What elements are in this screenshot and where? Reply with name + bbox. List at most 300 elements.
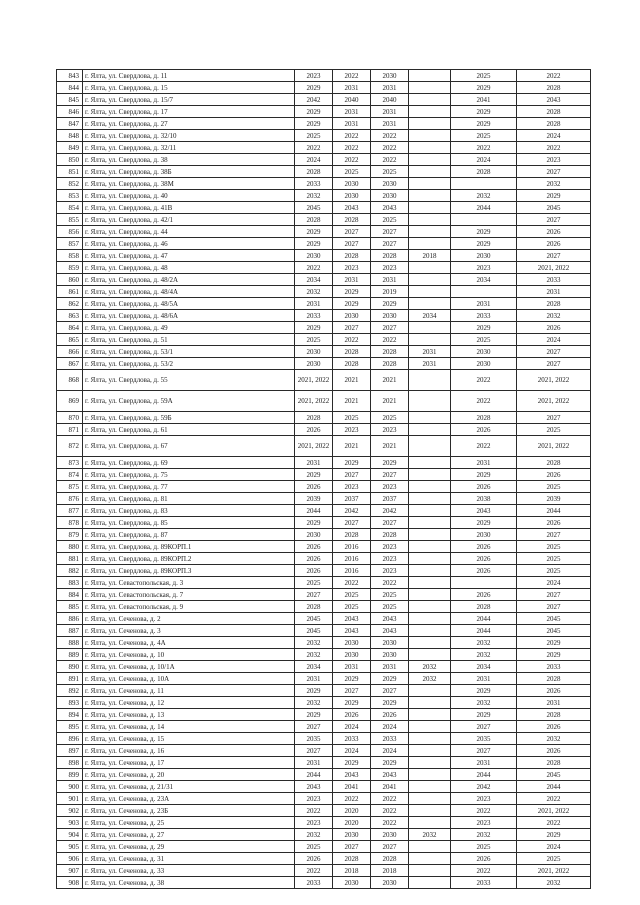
year-cell-3: 2028 (371, 346, 409, 358)
table-row (57, 226, 591, 238)
year-cell-5: 2025 (451, 130, 517, 142)
year-cell-5: 2032 (451, 637, 517, 649)
row-number: 871 (57, 424, 83, 436)
year-cell-5: 2044 (451, 769, 517, 781)
table-row (57, 637, 591, 649)
year-cell-5: 2035 (451, 733, 517, 745)
year-cell-2: 2027 (333, 322, 371, 334)
year-cell-2: 2030 (333, 190, 371, 202)
year-cell-6: 2026 (517, 721, 591, 733)
row-number: 890 (57, 661, 83, 673)
year-cell-6: 2029 (517, 829, 591, 841)
year-cell-3: 2022 (371, 142, 409, 154)
year-cell-2: 2026 (333, 709, 371, 721)
year-cell-6: 2028 (517, 82, 591, 94)
address-cell: г. Ялта, ул. Свердлова, д. 40 (83, 190, 295, 202)
year-cell-5: 2031 (451, 298, 517, 310)
table-row (57, 697, 591, 709)
year-cell-1: 2044 (295, 505, 333, 517)
address-cell: г. Ялта, ул. Свердлова, д. 53/1 (83, 346, 295, 358)
table-row (57, 358, 591, 370)
year-cell-3: 2022 (371, 154, 409, 166)
year-cell-1: 2027 (295, 589, 333, 601)
year-cell-5: 2032 (451, 649, 517, 661)
year-cell-5: 2026 (451, 553, 517, 565)
year-cell-2: 2029 (333, 757, 371, 769)
address-cell: г. Ялта, ул. Сеченова, д. 17 (83, 757, 295, 769)
year-cell-5: 2022 (451, 865, 517, 877)
year-cell-2: 2042 (333, 505, 371, 517)
year-cell-3: 2030 (371, 70, 409, 82)
year-cell-1: 2028 (295, 214, 333, 226)
table-row (57, 334, 591, 346)
year-cell-4: 2031 (409, 346, 451, 358)
year-cell-1: 2032 (295, 190, 333, 202)
year-cell-1: 2043 (295, 781, 333, 793)
year-cell-5: 2029 (451, 238, 517, 250)
year-cell-4 (409, 745, 451, 757)
year-cell-6: 2029 (517, 649, 591, 661)
year-cell-4 (409, 505, 451, 517)
address-cell: г. Ялта, ул. Свердлова, д. 42/1 (83, 214, 295, 226)
table-row (57, 805, 591, 817)
table-row (57, 781, 591, 793)
address-cell: г. Ялта, ул. Свердлова, д. 11 (83, 70, 295, 82)
address-cell: г. Ялта, ул. Свердлова, д. 48/2А (83, 274, 295, 286)
table-row (57, 142, 591, 154)
table-row (57, 517, 591, 529)
year-cell-4 (409, 70, 451, 82)
year-cell-2: 2025 (333, 589, 371, 601)
year-cell-1: 2029 (295, 118, 333, 130)
year-cell-6: 2024 (517, 577, 591, 589)
year-cell-2: 2028 (333, 250, 371, 262)
year-cell-4 (409, 793, 451, 805)
year-cell-1: 2045 (295, 202, 333, 214)
year-cell-2: 2043 (333, 202, 371, 214)
year-cell-5 (451, 178, 517, 190)
address-cell: г. Ялта, ул. Севастопольская, д. 9 (83, 601, 295, 613)
year-cell-5: 2030 (451, 529, 517, 541)
row-number: 884 (57, 589, 83, 601)
year-cell-6: 2026 (517, 322, 591, 334)
year-cell-3: 2043 (371, 613, 409, 625)
year-cell-2: 2023 (333, 481, 371, 493)
year-cell-4 (409, 298, 451, 310)
year-cell-5: 2032 (451, 190, 517, 202)
table-row (57, 613, 591, 625)
year-cell-1: 2028 (295, 601, 333, 613)
year-cell-6: 2026 (517, 745, 591, 757)
table-row (57, 589, 591, 601)
row-number: 852 (57, 178, 83, 190)
year-cell-4 (409, 226, 451, 238)
table-row (57, 577, 591, 589)
row-number: 887 (57, 625, 83, 637)
year-cell-5 (451, 577, 517, 589)
year-cell-1: 2034 (295, 661, 333, 673)
address-cell: г. Ялта, ул. Свердлова, д. 81 (83, 493, 295, 505)
table-row (57, 322, 591, 334)
year-cell-1: 2029 (295, 238, 333, 250)
year-cell-5: 2026 (451, 565, 517, 577)
row-number: 892 (57, 685, 83, 697)
year-cell-4: 2032 (409, 673, 451, 685)
address-cell: г. Ялта, ул. Свердлова, д. 59А (83, 391, 295, 412)
year-cell-6: 2027 (517, 250, 591, 262)
year-cell-6: 2027 (517, 589, 591, 601)
year-cell-1: 2032 (295, 649, 333, 661)
row-number: 900 (57, 781, 83, 793)
year-cell-6: 2033 (517, 274, 591, 286)
year-cell-4 (409, 853, 451, 865)
year-cell-5: 2044 (451, 625, 517, 637)
year-cell-5: 2023 (451, 793, 517, 805)
year-cell-1: 2033 (295, 178, 333, 190)
row-number: 896 (57, 733, 83, 745)
table-row (57, 424, 591, 436)
year-cell-4 (409, 577, 451, 589)
year-cell-5: 2031 (451, 757, 517, 769)
year-cell-4 (409, 436, 451, 457)
address-cell: г. Ялта, ул. Севастопольская, д. 3 (83, 577, 295, 589)
address-cell: г. Ялта, ул. Свердлова, д. 55 (83, 370, 295, 391)
address-cell: г. Ялта, ул. Свердлова, д. 15 (83, 82, 295, 94)
year-cell-6: 2043 (517, 94, 591, 106)
table-row (57, 412, 591, 424)
year-cell-4 (409, 589, 451, 601)
year-cell-2: 2030 (333, 877, 371, 889)
year-cell-6: 2029 (517, 190, 591, 202)
year-cell-6: 2028 (517, 709, 591, 721)
year-cell-1: 2032 (295, 829, 333, 841)
year-cell-3: 2028 (371, 529, 409, 541)
year-cell-6: 2027 (517, 358, 591, 370)
year-cell-1: 2039 (295, 493, 333, 505)
address-cell: г. Ялта, ул. Свердлова, д. 48 (83, 262, 295, 274)
row-number: 854 (57, 202, 83, 214)
year-cell-2: 2030 (333, 637, 371, 649)
year-cell-3: 2022 (371, 793, 409, 805)
year-cell-6: 2031 (517, 697, 591, 709)
year-cell-5: 2028 (451, 412, 517, 424)
table-row (57, 202, 591, 214)
year-cell-3: 2024 (371, 721, 409, 733)
year-cell-1: 2027 (295, 745, 333, 757)
year-cell-3: 2021 (371, 436, 409, 457)
year-cell-1: 2022 (295, 865, 333, 877)
year-cell-4 (409, 457, 451, 469)
year-cell-3: 2030 (371, 829, 409, 841)
year-cell-2: 2031 (333, 661, 371, 673)
year-cell-6: 2028 (517, 757, 591, 769)
address-cell: г. Ялта, ул. Сеченова, д. 25 (83, 817, 295, 829)
year-cell-4 (409, 721, 451, 733)
year-cell-2: 2030 (333, 649, 371, 661)
year-cell-4: 2018 (409, 250, 451, 262)
year-cell-3: 2043 (371, 769, 409, 781)
address-cell: г. Ялта, ул. Свердлова, д. 41В (83, 202, 295, 214)
year-cell-2: 2029 (333, 673, 371, 685)
year-cell-2: 2022 (333, 577, 371, 589)
year-cell-1: 2029 (295, 709, 333, 721)
year-cell-4 (409, 529, 451, 541)
year-cell-1: 2034 (295, 274, 333, 286)
year-cell-6: 2025 (517, 541, 591, 553)
year-cell-5: 2029 (451, 517, 517, 529)
year-cell-2: 2020 (333, 817, 371, 829)
table-row (57, 877, 591, 889)
year-cell-6: 2021, 2022 (517, 436, 591, 457)
year-cell-1: 2044 (295, 769, 333, 781)
table-row (57, 436, 591, 457)
year-cell-2: 2031 (333, 106, 371, 118)
year-cell-6: 2026 (517, 517, 591, 529)
year-cell-2: 2027 (333, 841, 371, 853)
year-cell-5: 2022 (451, 436, 517, 457)
year-cell-6: 2044 (517, 505, 591, 517)
year-cell-3: 2041 (371, 781, 409, 793)
year-cell-1: 2023 (295, 793, 333, 805)
address-cell: г. Ялта, ул. Свердлова, д. 75 (83, 469, 295, 481)
year-cell-3: 2031 (371, 106, 409, 118)
year-cell-6: 2027 (517, 529, 591, 541)
year-cell-4 (409, 190, 451, 202)
year-cell-2: 2037 (333, 493, 371, 505)
year-cell-6: 2022 (517, 793, 591, 805)
year-cell-3: 2027 (371, 238, 409, 250)
table-row (57, 166, 591, 178)
year-cell-5: 2026 (451, 853, 517, 865)
year-cell-5: 2029 (451, 685, 517, 697)
year-cell-1: 2022 (295, 262, 333, 274)
year-cell-1: 2030 (295, 346, 333, 358)
year-cell-6: 2032 (517, 178, 591, 190)
year-cell-2: 2022 (333, 70, 371, 82)
year-cell-1: 2028 (295, 412, 333, 424)
year-cell-1: 2026 (295, 565, 333, 577)
year-cell-3: 2042 (371, 505, 409, 517)
year-cell-3: 2024 (371, 745, 409, 757)
year-cell-6: 2027 (517, 214, 591, 226)
address-cell: г. Ялта, ул. Сеченова, д. 11 (83, 685, 295, 697)
row-number: 869 (57, 391, 83, 412)
row-number: 883 (57, 577, 83, 589)
year-cell-3: 2023 (371, 262, 409, 274)
year-cell-2: 2018 (333, 865, 371, 877)
year-cell-4 (409, 637, 451, 649)
row-number: 867 (57, 358, 83, 370)
year-cell-6: 2028 (517, 298, 591, 310)
year-cell-1: 2025 (295, 334, 333, 346)
row-number: 882 (57, 565, 83, 577)
year-cell-3: 2043 (371, 625, 409, 637)
year-cell-2: 2041 (333, 781, 371, 793)
row-number: 845 (57, 94, 83, 106)
row-number: 893 (57, 697, 83, 709)
year-cell-4 (409, 391, 451, 412)
address-cell: г. Ялта, ул. Свердлова, д. 89КОРП.2 (83, 553, 295, 565)
year-cell-1: 2029 (295, 226, 333, 238)
year-cell-2: 2025 (333, 412, 371, 424)
year-cell-6: 2025 (517, 553, 591, 565)
row-number: 847 (57, 118, 83, 130)
year-cell-3: 2022 (371, 817, 409, 829)
address-cell: г. Ялта, ул. Свердлова, д. 27 (83, 118, 295, 130)
year-cell-2: 2027 (333, 469, 371, 481)
year-cell-1: 2031 (295, 673, 333, 685)
year-cell-1: 2026 (295, 853, 333, 865)
row-number: 873 (57, 457, 83, 469)
table-row (57, 649, 591, 661)
year-cell-2: 2031 (333, 118, 371, 130)
table-row (57, 481, 591, 493)
year-cell-4 (409, 142, 451, 154)
address-cell: г. Ялта, ул. Сеченова, д. 10 (83, 649, 295, 661)
year-cell-2: 2023 (333, 262, 371, 274)
year-cell-3: 2027 (371, 517, 409, 529)
year-cell-2: 2025 (333, 601, 371, 613)
year-cell-3: 2025 (371, 214, 409, 226)
year-cell-3: 2028 (371, 853, 409, 865)
address-cell: г. Ялта, ул. Свердлова, д. 51 (83, 334, 295, 346)
year-cell-6: 2026 (517, 469, 591, 481)
year-cell-3: 2021 (371, 391, 409, 412)
row-number: 877 (57, 505, 83, 517)
year-cell-3: 2028 (371, 358, 409, 370)
row-number: 874 (57, 469, 83, 481)
year-cell-4 (409, 424, 451, 436)
address-cell: г. Ялта, ул. Свердлова, д. 48/4А (83, 286, 295, 298)
row-number: 863 (57, 310, 83, 322)
address-cell: г. Ялта, ул. Сеченова, д. 23А (83, 793, 295, 805)
year-cell-1: 2022 (295, 142, 333, 154)
year-cell-5: 2025 (451, 70, 517, 82)
year-cell-6: 2028 (517, 673, 591, 685)
year-cell-5: 2042 (451, 781, 517, 793)
address-cell: г. Ялта, ул. Свердлова, д. 38М (83, 178, 295, 190)
row-number: 879 (57, 529, 83, 541)
table-row (57, 493, 591, 505)
table-row (57, 190, 591, 202)
year-cell-2: 2020 (333, 805, 371, 817)
address-cell: г. Ялта, ул. Свердлова, д. 87 (83, 529, 295, 541)
year-cell-1: 2024 (295, 154, 333, 166)
year-cell-5: 2022 (451, 391, 517, 412)
year-cell-2: 2028 (333, 214, 371, 226)
table-row (57, 541, 591, 553)
year-cell-3: 2025 (371, 601, 409, 613)
address-cell: г. Ялта, ул. Свердлова, д. 59Б (83, 412, 295, 424)
row-number: 885 (57, 601, 83, 613)
table-row (57, 625, 591, 637)
year-cell-4 (409, 106, 451, 118)
row-number: 891 (57, 673, 83, 685)
year-cell-1: 2022 (295, 805, 333, 817)
table-row (57, 82, 591, 94)
row-number: 853 (57, 190, 83, 202)
year-cell-5: 2022 (451, 370, 517, 391)
year-cell-6: 2027 (517, 412, 591, 424)
year-cell-5 (451, 286, 517, 298)
year-cell-1: 2028 (295, 166, 333, 178)
year-cell-5: 2041 (451, 94, 517, 106)
row-number: 908 (57, 877, 83, 889)
year-cell-5: 2029 (451, 106, 517, 118)
year-cell-3: 2043 (371, 202, 409, 214)
year-cell-6: 2032 (517, 877, 591, 889)
year-cell-6: 2027 (517, 601, 591, 613)
address-cell: г. Ялта, ул. Свердлова, д. 61 (83, 424, 295, 436)
year-cell-1: 2021, 2022 (295, 391, 333, 412)
year-cell-4 (409, 493, 451, 505)
address-cell: г. Ялта, ул. Свердлова, д. 89КОРП.1 (83, 541, 295, 553)
address-cell: г. Ялта, ул. Сеченова, д. 2 (83, 613, 295, 625)
row-number: 860 (57, 274, 83, 286)
year-cell-6: 2028 (517, 457, 591, 469)
year-cell-5: 2027 (451, 745, 517, 757)
year-cell-4 (409, 274, 451, 286)
table-row (57, 685, 591, 697)
year-cell-2: 2024 (333, 721, 371, 733)
row-number: 846 (57, 106, 83, 118)
year-cell-6: 2028 (517, 118, 591, 130)
year-cell-2: 2028 (333, 529, 371, 541)
address-cell: г. Ялта, ул. Сеченова, д. 21/31 (83, 781, 295, 793)
year-cell-4 (409, 757, 451, 769)
year-cell-5: 2034 (451, 661, 517, 673)
year-cell-2: 2028 (333, 853, 371, 865)
year-cell-5: 2029 (451, 82, 517, 94)
year-cell-3: 2029 (371, 457, 409, 469)
year-cell-3: 2023 (371, 481, 409, 493)
table-row (57, 118, 591, 130)
year-cell-2: 2028 (333, 358, 371, 370)
year-cell-2: 2027 (333, 517, 371, 529)
year-cell-4 (409, 613, 451, 625)
row-number: 850 (57, 154, 83, 166)
year-cell-1: 2042 (295, 94, 333, 106)
table-row (57, 709, 591, 721)
year-cell-5: 2023 (451, 262, 517, 274)
address-cell: г. Ялта, ул. Свердлова, д. 48/5А (83, 298, 295, 310)
year-cell-2: 2028 (333, 346, 371, 358)
table-row (57, 70, 591, 82)
table-row (57, 469, 591, 481)
year-cell-4 (409, 541, 451, 553)
address-cell: г. Ялта, ул. Свердлова, д. 44 (83, 226, 295, 238)
year-cell-2: 2016 (333, 541, 371, 553)
year-cell-2: 2024 (333, 745, 371, 757)
table-row (57, 601, 591, 613)
year-cell-2: 2031 (333, 274, 371, 286)
year-cell-2: 2022 (333, 142, 371, 154)
year-cell-2: 2029 (333, 298, 371, 310)
year-cell-5: 2030 (451, 250, 517, 262)
table-row (57, 553, 591, 565)
year-cell-3: 2023 (371, 424, 409, 436)
year-cell-4 (409, 709, 451, 721)
year-cell-6: 2031 (517, 286, 591, 298)
row-number: 859 (57, 262, 83, 274)
row-number: 904 (57, 829, 83, 841)
year-cell-5: 2023 (451, 817, 517, 829)
row-number: 903 (57, 817, 83, 829)
year-cell-4 (409, 805, 451, 817)
address-cell: г. Ялта, ул. Сеченова, д. 10А (83, 673, 295, 685)
year-cell-6: 2027 (517, 346, 591, 358)
table-row (57, 238, 591, 250)
